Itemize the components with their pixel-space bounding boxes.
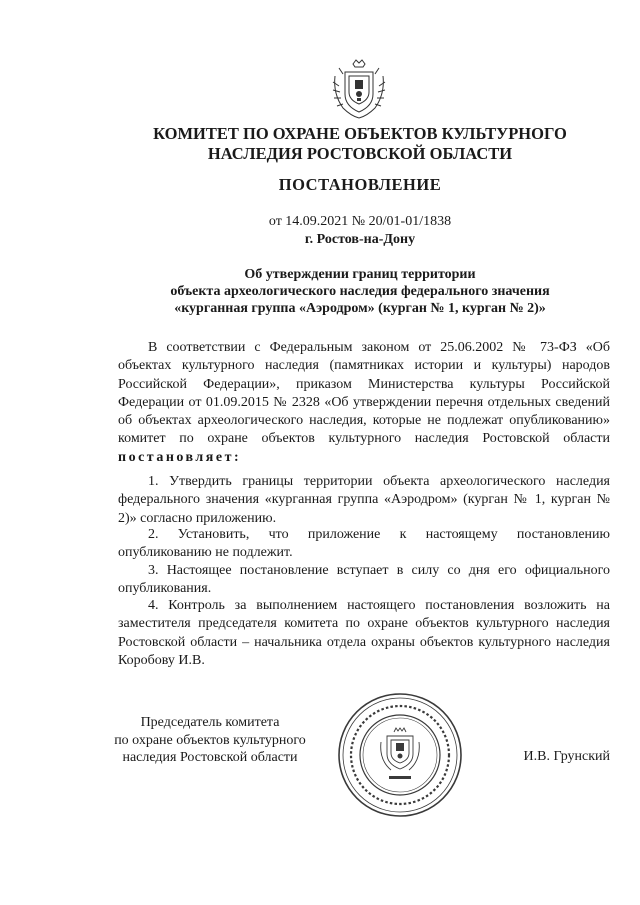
document-city: г. Ростов-на-Дону bbox=[304, 232, 416, 247]
org-line-1: КОМИТЕТ ПО ОХРАНЕ ОБЪЕКТОВ КУЛЬТУРНОГО bbox=[153, 124, 567, 143]
subject-line-3: «курганная группа «Аэродром» (курган № 1, курган № 2)» bbox=[174, 301, 546, 316]
position-line-3: наследия Ростовской области bbox=[122, 750, 298, 765]
decree-item-2: 2. Установить, что приложение к настоящему постановлению опубликованию не подлежит. bbox=[118, 527, 610, 561]
signatory-name: И.В. Грунский bbox=[523, 749, 610, 764]
organization-name bbox=[120, 124, 600, 164]
org-line-2: НАСЛЕДИЯ РОСТОВСКОЙ ОБЛАСТИ bbox=[207, 144, 513, 163]
decree-item-1: 1. Утвердить границы территории объекта археологического наследия федерального значения «курганная группа «Аэродром» (курган № 1, курган № 2)» согласно приложению. bbox=[118, 474, 610, 526]
document-subject bbox=[100, 266, 620, 317]
coat-of-arms-icon bbox=[331, 58, 387, 122]
document-type: ПОСТАНОВЛЕНИЕ bbox=[278, 175, 442, 194]
preamble-paragraph bbox=[118, 339, 610, 467]
decree-item-4: 4. Контроль за выполнением настоящего постановления возложить на заместителя председателя комитета по охране объектов культурного наследия Ростовской области – начальника отдела охраны объектов культурного наследия Коробову И.В. bbox=[118, 598, 610, 668]
document-date-number: от 14.09.2021 № 20/01-01/1838 bbox=[268, 214, 452, 229]
position-line-1: Председатель комитета bbox=[140, 715, 280, 730]
decree-word: постановляет: bbox=[118, 449, 242, 465]
preamble-text: В соответствии с Федеральным законом от 25.06.2002 № 73-ФЗ «Об объектах культурного наследия (памятниках истории и культуры) народов Российской Федерации», приказом Министерства культуры Российской Федерации от 01.09.2015 № 2328 «Об утверждении перечня отдельных сведений об объектах археологического наследия, которые не подлежат опубликованию» комитет по охране объектов культурного наследия Ростовской области bbox=[118, 340, 610, 447]
subject-line-1: Об утверждении границ территории bbox=[244, 267, 476, 282]
decree-item-3: 3. Настоящее постановление вступает в силу со дня его официального опубликования. bbox=[118, 563, 610, 597]
signatory-position bbox=[100, 714, 320, 767]
official-seal-icon bbox=[337, 692, 463, 818]
position-line-2: по охране объектов культурного bbox=[114, 732, 306, 748]
subject-line-2: объекта археологического наследия федерального значения bbox=[170, 284, 550, 299]
